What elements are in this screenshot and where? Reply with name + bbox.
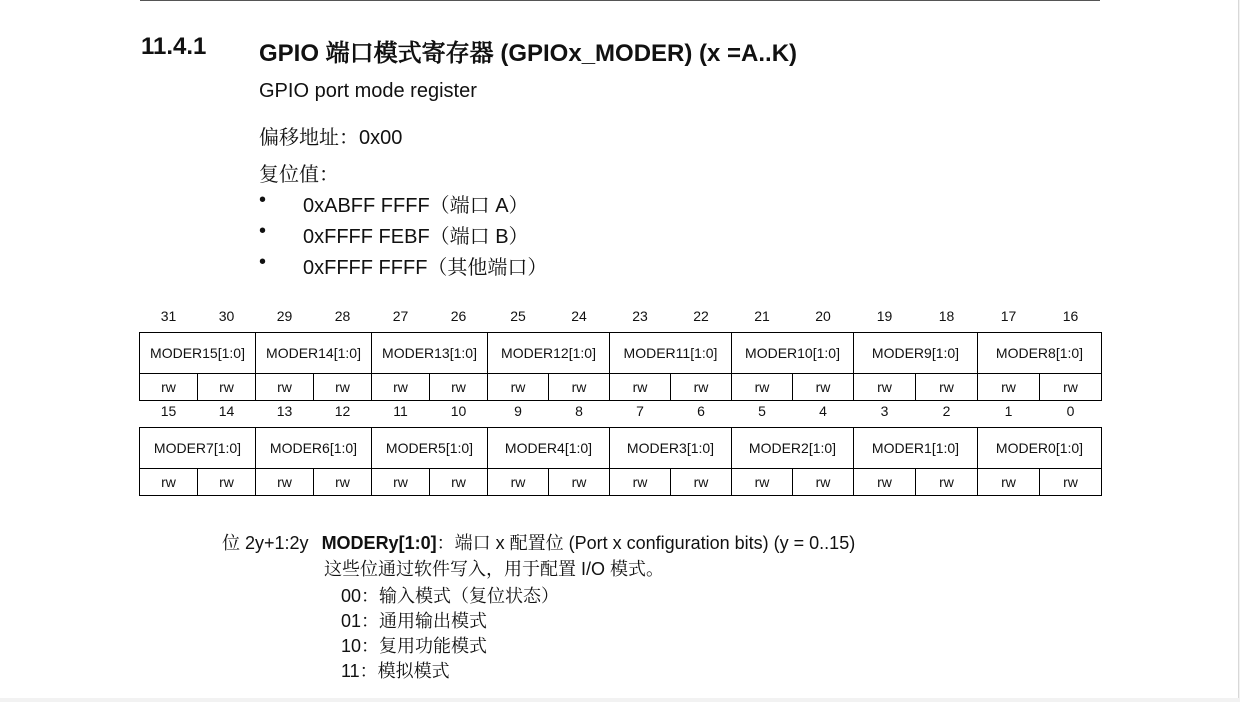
access-type: rw bbox=[198, 374, 256, 401]
bit-number: 24 bbox=[571, 308, 587, 324]
bit-number: 19 bbox=[876, 308, 893, 324]
register-field: MODER3[1:0] bbox=[610, 428, 732, 469]
access-type: rw bbox=[978, 469, 1040, 496]
access-type: rw bbox=[854, 374, 916, 401]
top-rule bbox=[140, 0, 1100, 1]
access-type: rw bbox=[671, 469, 732, 496]
bit-number: 14 bbox=[218, 403, 235, 419]
access-type: rw bbox=[1040, 374, 1102, 401]
bullet-dot: • bbox=[259, 220, 267, 242]
access-type: rw bbox=[610, 374, 671, 401]
reset-value-label: 复位值： bbox=[259, 164, 339, 186]
reset-value-port-b: 0xFFFF FEBF（端口 B） bbox=[303, 226, 529, 248]
reset-value-other: 0xFFFF FFFF（其他端口） bbox=[303, 257, 548, 279]
field-intro: 这些位通过软件写入，用于配置 I/O 模式。 bbox=[324, 559, 665, 579]
bit-number: 21 bbox=[754, 308, 770, 324]
bit-number: 15 bbox=[160, 403, 177, 419]
mode-00: 00：输入模式（复位状态） bbox=[341, 586, 560, 606]
access-type: rw bbox=[978, 374, 1040, 401]
access-type: rw bbox=[256, 374, 314, 401]
bit-number: 13 bbox=[276, 403, 293, 419]
access-type: rw bbox=[140, 469, 198, 496]
access-type: rw bbox=[314, 469, 372, 496]
access-type: rw bbox=[488, 374, 549, 401]
bit-number: 26 bbox=[450, 308, 467, 324]
bit-number: 4 bbox=[819, 403, 827, 419]
offset-address: 偏移地址：0x00 bbox=[259, 127, 403, 149]
bit-number: 3 bbox=[880, 403, 889, 419]
register-field: MODER0[1:0] bbox=[978, 428, 1102, 469]
register-field: MODER15[1:0] bbox=[140, 333, 256, 374]
access-type: rw bbox=[549, 374, 610, 401]
register-field: MODER14[1:0] bbox=[256, 333, 372, 374]
bit-number: 31 bbox=[160, 308, 177, 324]
bit-number: 10 bbox=[450, 403, 467, 419]
register-field: MODER11[1:0] bbox=[610, 333, 732, 374]
register-table-lower bbox=[139, 395, 1102, 496]
bit-number: 28 bbox=[334, 308, 351, 324]
register-field: MODER10[1:0] bbox=[732, 333, 854, 374]
field-description: ：端口 x 配置位 (Port x configuration bits) (y = 0..15) bbox=[436, 533, 856, 553]
bit-number: 23 bbox=[632, 308, 648, 324]
access-type: rw bbox=[372, 469, 430, 496]
register-field: MODER8[1:0] bbox=[978, 333, 1102, 374]
bit-number: 29 bbox=[276, 308, 293, 324]
bit-number: 27 bbox=[392, 308, 409, 324]
access-type: rw bbox=[916, 469, 978, 496]
bit-number: 20 bbox=[815, 308, 831, 324]
register-field: MODER4[1:0] bbox=[488, 428, 610, 469]
bit-number: 16 bbox=[1062, 308, 1079, 324]
bit-number: 11 bbox=[393, 403, 408, 419]
register-field: MODER2[1:0] bbox=[732, 428, 854, 469]
mode-01: 01：通用输出模式 bbox=[341, 611, 488, 631]
bit-number: 5 bbox=[758, 403, 766, 419]
access-type: rw bbox=[488, 469, 549, 496]
access-type: rw bbox=[1040, 469, 1102, 496]
register-field: MODER5[1:0] bbox=[372, 428, 488, 469]
access-type: rw bbox=[732, 374, 793, 401]
access-type: rw bbox=[140, 374, 198, 401]
bit-number: 18 bbox=[938, 308, 955, 324]
field-name: MODERy[1:0] bbox=[321, 533, 437, 553]
register-subtitle: GPIO port mode register bbox=[259, 80, 477, 102]
mode-11: 11：模拟模式 bbox=[341, 661, 450, 681]
register-table-upper bbox=[139, 300, 1102, 401]
access-type: rw bbox=[549, 469, 610, 496]
access-type: rw bbox=[610, 469, 671, 496]
register-field: MODER12[1:0] bbox=[488, 333, 610, 374]
bit-number: 17 bbox=[1000, 308, 1017, 324]
mode-10: 10：复用功能模式 bbox=[341, 636, 488, 656]
bit-number: 2 bbox=[942, 403, 951, 419]
access-type: rw bbox=[916, 374, 978, 401]
bit-range: 位 2y+1:2y bbox=[222, 533, 309, 553]
section-title: GPIO 端口模式寄存器 (GPIOx_MODER) (x =A..K) bbox=[259, 40, 798, 67]
bit-number: 12 bbox=[334, 403, 351, 419]
register-field: MODER9[1:0] bbox=[854, 333, 978, 374]
access-type: rw bbox=[732, 469, 793, 496]
register-field: MODER7[1:0] bbox=[140, 428, 256, 469]
access-type: rw bbox=[430, 374, 488, 401]
bit-description bbox=[222, 529, 855, 555]
access-type: rw bbox=[256, 469, 314, 496]
bit-number: 8 bbox=[575, 403, 583, 419]
register-field: MODER1[1:0] bbox=[854, 428, 978, 469]
register-field: MODER13[1:0] bbox=[372, 333, 488, 374]
access-type: rw bbox=[430, 469, 488, 496]
access-type: rw bbox=[314, 374, 372, 401]
access-type: rw bbox=[198, 469, 256, 496]
bit-number: 0 bbox=[1066, 403, 1075, 419]
bit-number: 22 bbox=[693, 308, 709, 324]
bullet-dot: • bbox=[259, 251, 267, 273]
access-type: rw bbox=[793, 374, 854, 401]
access-type: rw bbox=[854, 469, 916, 496]
section-number: 11.4.1 bbox=[141, 33, 207, 60]
bit-number: 1 bbox=[1004, 403, 1013, 419]
register-field: MODER6[1:0] bbox=[256, 428, 372, 469]
bit-number: 7 bbox=[636, 403, 644, 419]
access-type: rw bbox=[671, 374, 732, 401]
access-type: rw bbox=[793, 469, 854, 496]
bit-number: 30 bbox=[218, 308, 235, 324]
bullet-dot: • bbox=[259, 189, 267, 211]
bit-number: 25 bbox=[510, 308, 526, 324]
bit-number: 9 bbox=[514, 403, 522, 419]
bit-number: 6 bbox=[697, 403, 705, 419]
reset-value-port-a: 0xABFF FFFF（端口 A） bbox=[303, 195, 529, 217]
access-type: rw bbox=[372, 374, 430, 401]
